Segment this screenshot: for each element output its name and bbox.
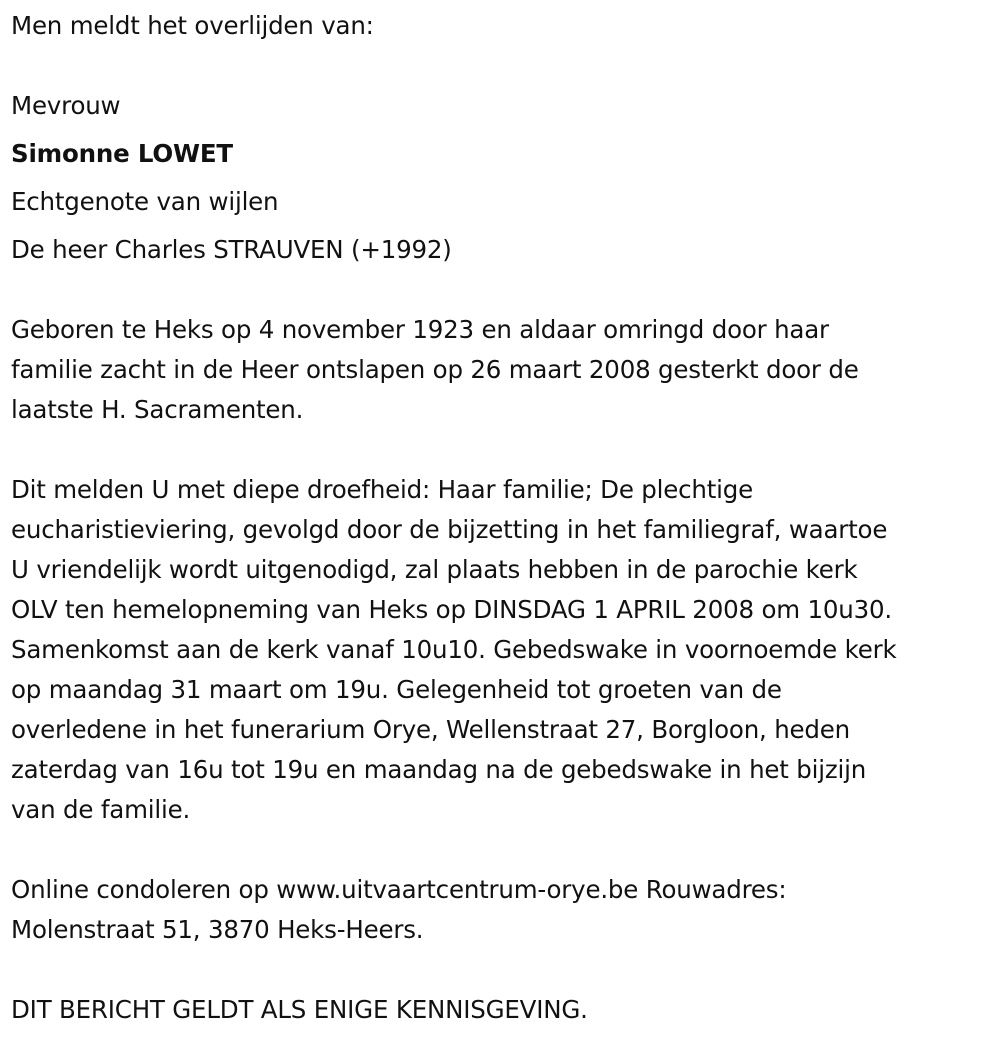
- paragraph-line: zaterdag van 16u tot 19u en maandag na de gebedswake in het bijzijn: [11, 755, 867, 784]
- intro-line: Men meldt het overlijden van:: [11, 11, 374, 40]
- closing-line: DIT BERICHT GELDT ALS ENIGE KENNISGEVING.: [11, 995, 588, 1024]
- paragraph-line: Dit melden U met diepe droefheid: Haar familie; De plechtige: [11, 475, 753, 504]
- paragraph-line: op maandag 31 maart om 19u. Gelegenheid tot groeten van de: [11, 675, 782, 704]
- paragraph-line: Geboren te Heks op 4 november 1923 en aldaar omringd door haar: [11, 315, 829, 344]
- paragraph-line: laatste H. Sacramenten.: [11, 395, 304, 424]
- paragraph-line: familie zacht in de Heer ontslapen op 26 maart 2008 gesterkt door de: [11, 355, 859, 384]
- deceased-name: Simonne LOWET: [11, 139, 233, 168]
- paragraph-line: U vriendelijk wordt uitgenodigd, zal plaats hebben in de parochie kerk: [11, 555, 858, 584]
- paragraph-line: Samenkomst aan de kerk vanaf 10u10. Gebedswake in voornoemde kerk: [11, 635, 897, 664]
- paragraph-line: Molenstraat 51, 3870 Heks-Heers.: [11, 915, 424, 944]
- paragraph-line: Online condoleren op www.uitvaartcentrum-orye.be Rouwadres:: [11, 875, 787, 904]
- paragraph-line: overledene in het funerarium Orye, Wellenstraat 27, Borgloon, heden: [11, 715, 850, 744]
- salutation: Mevrouw: [11, 91, 121, 120]
- spouse-line: De heer Charles STRAUVEN (+1992): [11, 235, 452, 264]
- relation-line: Echtgenote van wijlen: [11, 187, 279, 216]
- paragraph-line: OLV ten hemelopneming van Heks op DINSDAG 1 APRIL 2008 om 10u30.: [11, 595, 892, 624]
- paragraph-line: van de familie.: [11, 795, 191, 824]
- paragraph-line: eucharistieviering, gevolgd door de bijzetting in het familiegraf, waartoe: [11, 515, 888, 544]
